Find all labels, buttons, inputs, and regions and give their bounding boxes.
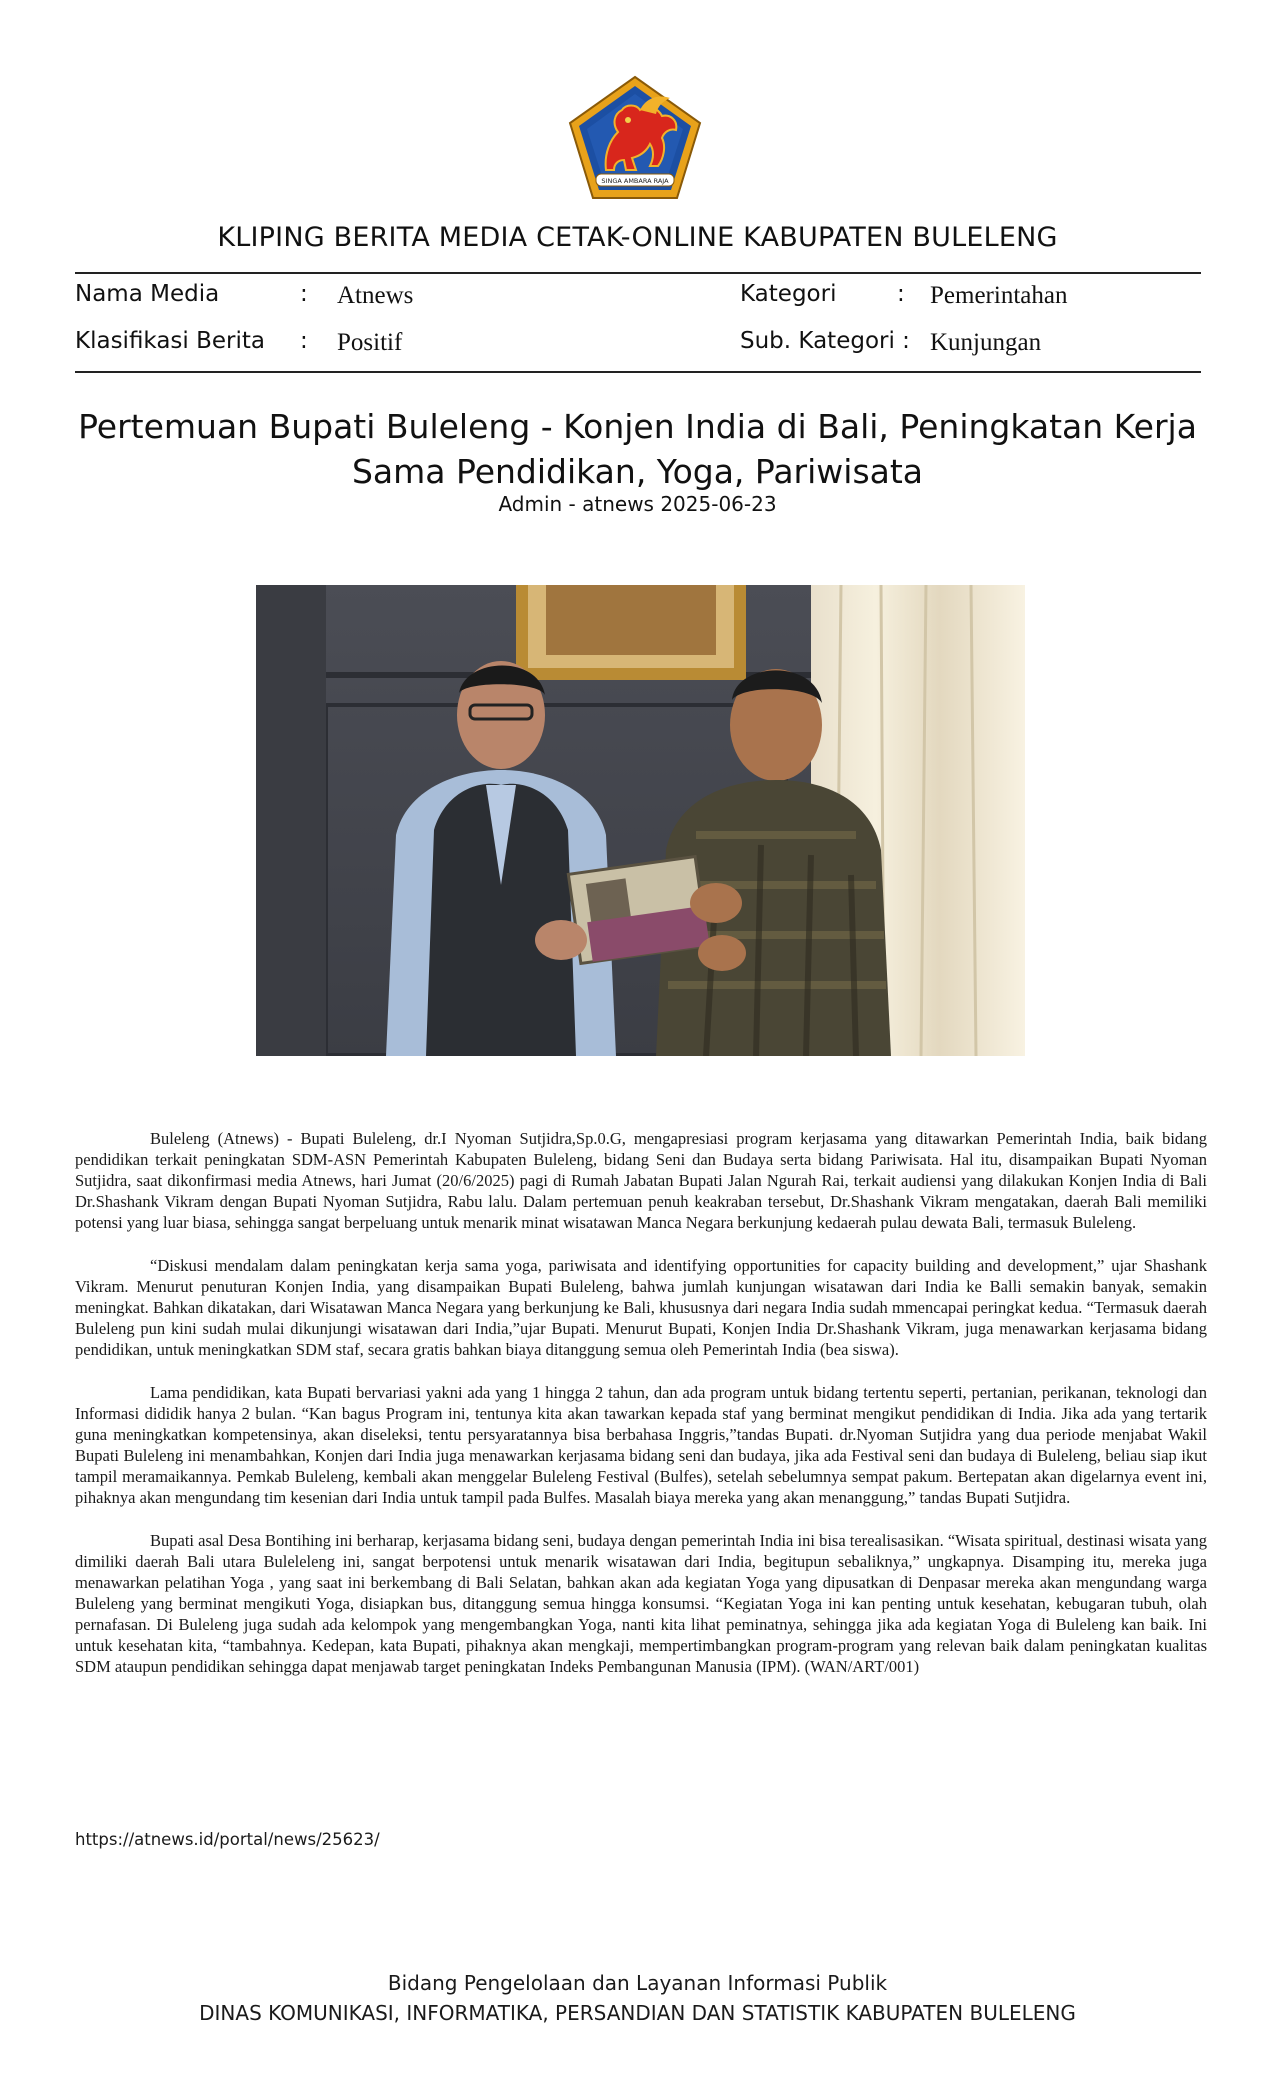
article-paragraph: Bupati asal Desa Bontihing ini berharap, kerjasama bidang seni, budaya dengan pemerintah India ini bisa terealisasikan. “Wisata spiritual, destinasi wisata yang dimiliki daerah Bali utara Buleleleng ini, sangat berpotensi untuk menarik wisatawan dari India, begitupun sebaliknya,” ungkapnya. Disamping itu, mereka juga menawarkan pelatihan Yoga , yang saat ini berkembang di Bali Selatan, bahkan akan ada kegiatan Yoga yang dipusatkan di Denpasar mereka akan mengundang warga Buleleng yang berminat mengikuti Yoga, disiapkan bus, ditanggung semua hingga konsumsi. “Kegiatan Yoga ini kan penting untuk kesehatan, kebugaran tubuh, olah pernafasan. Di Buleleng juga sudah ada kelompok yang mengembangkan Yoga, nanti kita lihat peminatnya, sehingga jika ada kegiatan Yoga di Buleleng kan baik. Ini untuk kesehatan kita, “tambahnya. Kedepan, kata Bupati, pihaknya akan mengkaji, mempertimbangkan program-program yang relevan baik dalam peningkatan kualitas SDM ataupun pendidikan sehingga dapat menjawab target peningkatan Indeks Pembangunan Manusia (IPM). (WAN/ART/001) [75,1531,1207,1676]
klasifikasi-label: Klasifikasi Berita [75,328,266,354]
footer [0,1968,1275,2028]
article-paragraph: Lama pendidikan, kata Bupati bervariasi yakni ada yang 1 hingga 2 tahun, dan ada program untuk bidang tertentu seperti, pertanian, perikanan, teknologi dan Informasi dididik hanya 2 bulan. “Kan bagus Program ini, tentunya kita akan tawarkan kepada staf yang berminat mengikut pendidikan di India. Jika ada yang tertarik guna meningkatkan kompetensinya, akan diseleksi, tentu persyaratannya bisa berbahasa Inggris,”tandas Bupati. dr.Nyoman Sutjidra yang dua periode menjabat Wakil Bupati Buleleng ini menambahkan, Konjen dari India juga menawarkan kerjasama bidang seni dan budaya, jika ada Festival seni dan budaya di Buleleng, beliau siap ikut tampil meramaikannya. Pemkab Buleleng, kembali akan menggelar Buleleng Festival (Bulfes), setelah sebelumnya sempat pakum. Bertepatan akan digelarnya event ini, pihaknya akan mengundang tim kesenian dari India untuk tampil pada Bulfes. Masalah biaya mereka yang akan menanggung,” tandas Bupati Sutjidra. [75,1383,1207,1507]
header-divider-bottom [75,371,1201,373]
klasifikasi-value: Positif [337,329,403,356]
clipping-header-title: KLIPING BERITA MEDIA CETAK-ONLINE KABUPATEN BULELENG [217,222,1058,253]
article-title [60,404,1215,494]
subkategori-value: Kunjungan [930,329,1042,356]
subkategori-label: Sub. Kategori : [740,328,910,354]
footer-department: Bidang Pengelolaan dan Layanan Informasi Publik [387,1971,888,1995]
buleleng-regency-logo [566,74,704,202]
footer-agency: DINAS KOMUNIKASI, INFORMATIKA, PERSANDIAN DAN STATISTIK KABUPATEN BULELENG [199,2001,1076,2025]
kategori-label: Kategori [740,281,837,307]
media-separator: : [300,281,308,307]
article-paragraph: “Diskusi mendalam dalam peningkatan kerja sama yoga, pariwisata and identifying opportunities for capacity building and development,” ujar Shashank Vikram. Menurut penuturan Konjen India, yang disampaikan Bupati Buleleng, bahwa jumlah kunjungan wisatawan dari India ke Balli semakin banyak, semakin meningkat. Bahkan dikatakan, dari Wisatawan Manca Negara yang berkunjung ke Bali, khususnya dari negara India sudah mmencapai peringkat kedua. “Termasuk daerah Buleleng pun kini sudah mulai dikunjungi wisatawan dari India,”ujar Bupati. Menurut Bupati, Konjen India Dr.Shashank Vikram, juga menawarkan kerjasama bidang pendidikan, untuk meningkatkan SDM staf, secara gratis bahkan biaya ditanggung semua oleh Pemerintah India (bea siswa). [75,1256,1207,1359]
klasifikasi-separator: : [300,328,308,354]
source-url: https://atnews.id/portal/news/25623/ [75,1830,380,1849]
article-title-line-2: Sama Pendidikan, Yoga, Pariwisata [351,452,924,491]
media-value: Atnews [337,282,414,309]
article-body [75,1128,1207,1699]
article-paragraph: Buleleng (Atnews) - Bupati Buleleng, dr.I Nyoman Sutjidra,Sp.0.G, mengapresiasi program kerjasama yang ditawarkan Pemerintah India, baik bidang pendidikan terkait peningkatan SDM-ASN Pemerintah Kabupaten Buleleng, bidang Seni dan Budaya serta bidang Pariwisata. Hal itu, disampaikan Bupati Nyoman Sutjidra, saat dikonfirmasi media Atnews, hari Jumat (20/6/2025) pagi di Rumah Jabatan Bupati Jalan Ngurah Rai, terkait audiensi yang dilakukan Konjen India di Bali Dr.Shashank Vikram dengan Bupati Nyoman Sutjidra, Rabu lalu. Dalam pertemuan penuh keakraban tersebut, Dr.Shashank Vikram mengatakan, daerah Bali memiliki potensi yang luar biasa, sehingga sangat berpeluang untuk menarik minat wisatawan Manca Negara berkunjung kedaerah pulau dewata Bali, termasuk Buleleng. [75,1129,1207,1232]
media-label: Nama Media [75,281,220,307]
kategori-value: Pemerintahan [930,282,1068,309]
article-photo [256,585,1025,1056]
logo-motto: SINGA AMBARA RAJA [601,177,669,185]
article-byline: Admin - atnews 2025-06-23 [498,492,777,516]
kategori-separator: : [897,281,905,307]
header-divider-top [75,272,1201,274]
article-title-line-1: Pertemuan Bupati Buleleng - Konjen India di Bali, Peningkatan Kerja [78,407,1197,446]
